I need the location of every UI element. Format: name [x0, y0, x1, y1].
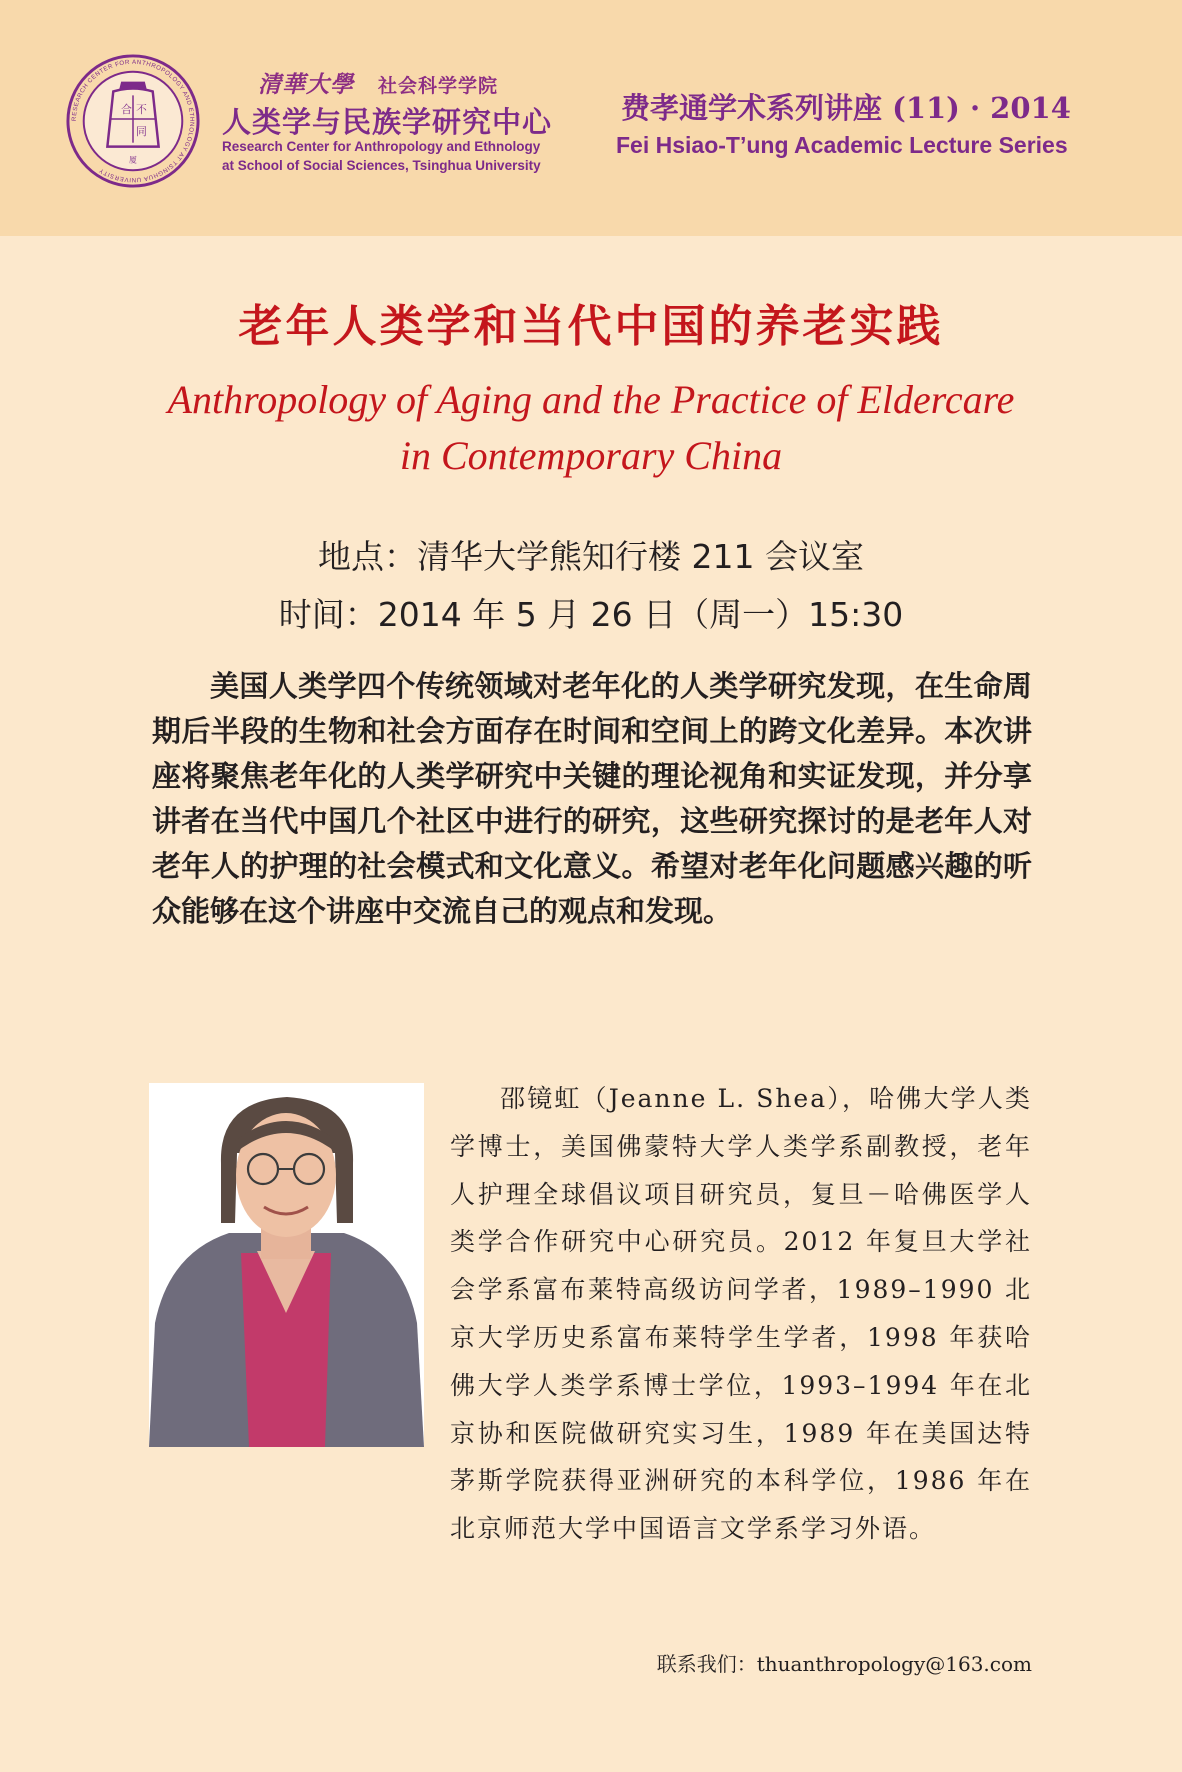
lecture-title-en-line1: Anthropology of Aging and the Practice of Eldercare — [167, 377, 1015, 422]
svg-text:合: 合 — [121, 103, 132, 117]
school-name: 社会科学学院 — [378, 75, 499, 97]
speaker-bio: 邵镜虹（Jeanne L. Shea），哈佛大学人类学博士，美国佛蒙特大学人类学系副教授，老年人护理全球倡议项目研究员，复旦－哈佛医学人类学合作研究中心研究员。2012 年复旦大学社会学系富布莱特高级访问学者，1989–1990 北京大学历史系富布莱特学生学者，1998 年获哈佛大学人类学系博士学位，1993–1994 年在北京协和医院做研究实习生，1989 年在美国达特茅斯学院获得亚洲研究的本科学位，1986 年在北京师范大学中国语言文学系学习外语。 — [450, 1084, 1032, 1544]
contact-email[interactable]: 联系我们：thuanthropology@163.com — [656, 1652, 1032, 1676]
lecture-title-en — [0, 372, 1182, 484]
event-location: 地点：清华大学熊知行楼 211 会议室 — [318, 537, 864, 576]
lecture-title-en-line2: in Contemporary China — [399, 433, 783, 478]
university-school-line — [258, 66, 498, 99]
university-seal-logo — [64, 52, 202, 190]
series-title-en: Fei Hsiao-T’ung Academic Lecture Series — [616, 132, 1068, 158]
center-name-en — [222, 137, 552, 175]
center-name-en-line2: at School of Social Sciences, Tsinghua University — [222, 158, 541, 173]
lecture-title-cn: 老年人类学和当代中国的养老实践 — [238, 301, 944, 352]
center-name-en-line1: Research Center for Anthropology and Ethnology — [222, 139, 541, 154]
speaker-photo — [149, 1083, 424, 1447]
center-name-cn: 人类学与民族学研究中心 — [222, 105, 553, 139]
header-banner — [0, 0, 1182, 236]
university-name: 清華大學 — [258, 71, 354, 98]
series-title-cn: 费孝通学术系列讲座 (11) · 2014 — [621, 91, 1071, 125]
lecture-abstract: 美国人类学四个传统领域对老年化的人类学研究发现，在生命周期后半段的生物和社会方面存在时间和空间上的跨文化差异。本次讲座将聚焦老年化的人类学研究中关键的理论视角和实证发现，并分享讲者在当代中国几个社区中进行的研究，这些研究探讨的是老年人对老年人的护理的社会模式和文化意义。希望对老年化问题感兴趣的听众能够在这个讲座中交流自己的观点和发现。 — [152, 669, 1032, 928]
svg-text:RESEARCH CENTER FOR ANTHROPOLO: RESEARCH CENTER FOR ANTHROPOLOGY AND ETHNOLOGY AT TSINGHUA UNIVERSITY — [70, 58, 196, 184]
event-time: 时间：2014 年 5 月 26 日（周一）15:30 — [278, 595, 904, 634]
svg-text:不: 不 — [135, 103, 147, 117]
svg-text:同: 同 — [135, 124, 147, 138]
event-info — [0, 528, 1182, 644]
svg-text:厦: 厦 — [129, 155, 137, 165]
